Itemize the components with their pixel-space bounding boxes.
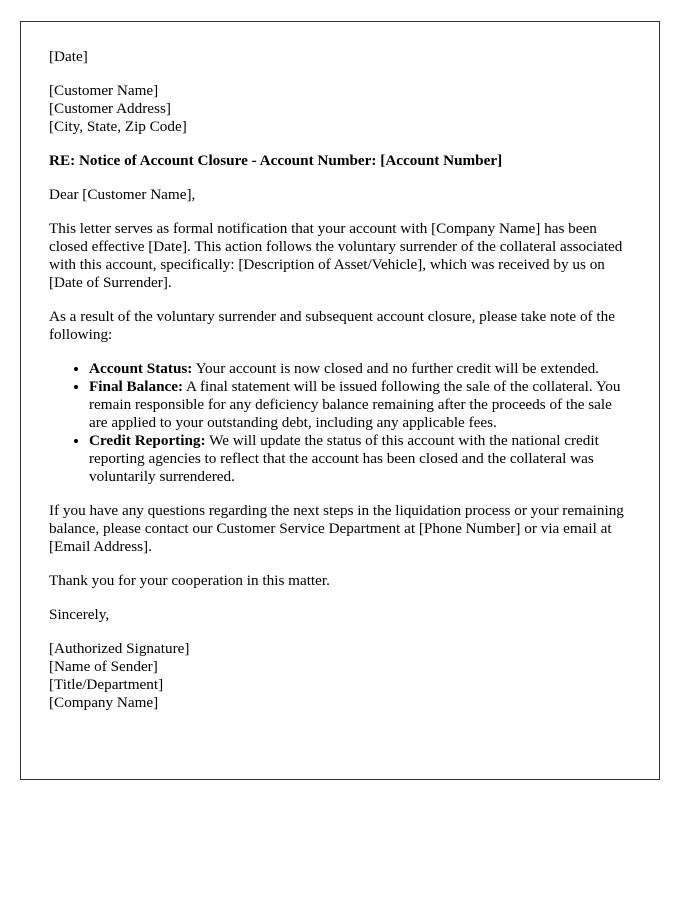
- list-item: [89, 432, 631, 486]
- list-item: [89, 360, 631, 378]
- body-paragraph-contact: If you have any questions regarding the next steps in the liquidation process or your remaining balance, please contact our Customer Service Department at [Phone Number] or via email at [Email Address].: [49, 502, 624, 555]
- body-paragraph-notification: This letter serves as formal notification that your account with [Company Name] has been closed effective [Date]. This action follows the voluntary surrender of the collateral associated with this account, specifically: [Description of Asset/Vehicle], which was received by us on [Date of Surrender].: [49, 220, 623, 291]
- point-text: Your account is now closed and no further credit will be extended.: [192, 360, 599, 377]
- signature-block: [49, 640, 631, 712]
- recipient-city-state-zip: [City, State, Zip Code]: [49, 118, 187, 135]
- sender-name: [Name of Sender]: [49, 658, 158, 675]
- key-points-list: [49, 360, 631, 486]
- recipient-address: [Customer Address]: [49, 100, 171, 117]
- sender-company: [Company Name]: [49, 694, 159, 711]
- closing: Sincerely,: [49, 606, 110, 623]
- list-item: [89, 378, 631, 432]
- letter-date: [Date]: [49, 48, 88, 65]
- point-term: Account Status:: [89, 360, 193, 377]
- point-text: A final statement will be issued following the sale of the collateral. You remain responsible for any deficiency balance remaining after the proceeds of the sale are applied to your outstanding debt, including any applicable fees.: [89, 378, 621, 431]
- authorized-signature: [Authorized Signature]: [49, 640, 190, 657]
- point-term: Final Balance:: [89, 378, 184, 395]
- point-text: We will update the status of this account with the national credit reporting agencies to reflect that the account has been closed and the collateral was voluntarily surrendered.: [89, 432, 599, 485]
- body-paragraph-intro-points: As a result of the voluntary surrender and subsequent account closure, please take note of the following:: [49, 308, 615, 343]
- sender-title: [Title/Department]: [49, 676, 164, 693]
- recipient-address-block: [49, 82, 631, 136]
- salutation: Dear [Customer Name],: [49, 186, 196, 203]
- letter-page: [20, 21, 660, 780]
- body-paragraph-thanks: Thank you for your cooperation in this matter.: [49, 572, 330, 589]
- point-term: Credit Reporting:: [89, 432, 206, 449]
- subject-line: RE: Notice of Account Closure - Account Number: [Account Number]: [49, 152, 503, 169]
- recipient-name: [Customer Name]: [49, 82, 159, 99]
